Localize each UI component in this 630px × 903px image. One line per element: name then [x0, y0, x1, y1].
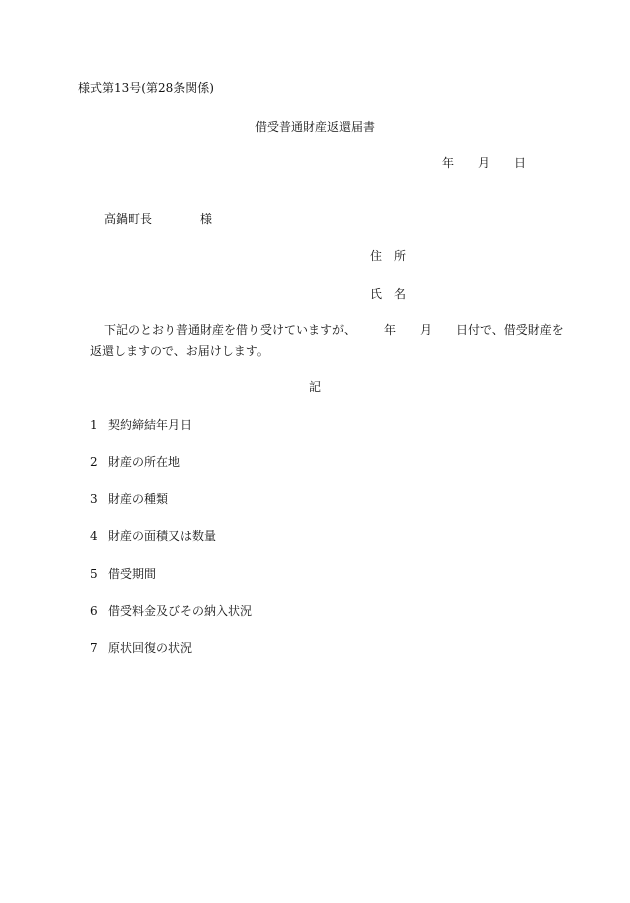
item-label: 財産の所在地	[108, 455, 181, 469]
list-item	[90, 528, 216, 544]
body-text-line-2: 返還しますので、お届けします。	[90, 344, 269, 358]
ki-heading	[0, 379, 630, 395]
document-title-text: 借受普通財産返還届書	[254, 120, 375, 134]
body-text-part-1: 下記のとおり普通財産を借り受けていますが、	[104, 323, 357, 337]
item-label: 借受料金及びその納入状況	[108, 604, 253, 618]
item-label: 契約締結年月日	[108, 418, 193, 432]
ki-text: 記	[308, 380, 321, 394]
body-text-part-2: 日付で、借受財産を	[456, 323, 564, 337]
item-label: 借受期間	[108, 567, 157, 581]
body-year: 年	[384, 323, 397, 337]
document-title	[0, 119, 630, 135]
item-number: 3	[90, 492, 98, 506]
addressee	[104, 211, 212, 227]
name-label	[370, 286, 406, 302]
address-label	[370, 248, 406, 264]
item-number: 4	[90, 529, 98, 543]
item-number: 6	[90, 604, 98, 618]
body-text-line-1	[104, 322, 564, 338]
item-number: 1	[90, 418, 98, 432]
addressee-name: 高鍋町長	[104, 212, 153, 226]
item-label: 財産の種類	[108, 492, 169, 506]
address-label-1: 住	[370, 249, 383, 263]
list-item	[90, 454, 180, 470]
list-item	[90, 640, 192, 656]
list-item	[90, 491, 168, 507]
list-item	[90, 417, 192, 433]
item-number: 5	[90, 567, 98, 581]
date-day: 日	[514, 156, 527, 170]
date-month: 月	[478, 156, 491, 170]
date-year: 年	[442, 156, 455, 170]
list-item	[90, 603, 252, 619]
form-label: 様式第13号(第28条関係)	[78, 81, 214, 95]
name-label-1: 氏	[370, 287, 383, 301]
list-item	[90, 566, 156, 582]
item-label: 財産の面積又は数量	[108, 529, 217, 543]
item-number: 7	[90, 641, 98, 655]
date-line	[442, 155, 526, 171]
name-label-2: 名	[394, 287, 407, 301]
item-label: 原状回復の状況	[108, 641, 193, 655]
item-number: 2	[90, 455, 98, 469]
address-label-2: 所	[394, 249, 407, 263]
addressee-honorific: 様	[200, 212, 213, 226]
body-month: 月	[420, 323, 433, 337]
